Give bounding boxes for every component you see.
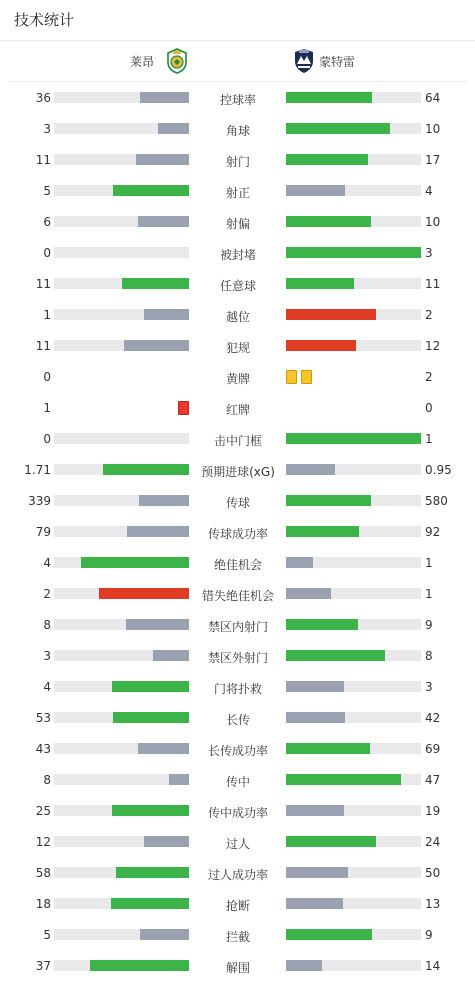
stat-label: 任意球 [219,279,256,293]
home-value: 5 [43,184,51,198]
stat-label: 预期进球(xG) [201,465,275,479]
home-bar-fill [103,464,189,475]
away-bar-fill [286,340,356,351]
away-value: 19 [425,804,441,818]
away-bar-fill [286,526,359,537]
away-value: 0.95 [425,463,452,477]
home-value: 11 [35,153,51,167]
away-bar-fill [286,929,372,940]
home-value: 8 [43,618,51,632]
title-bar [0,0,475,41]
home-bar-track [54,247,189,258]
away-bar-fill [286,495,371,506]
stat-label: 过人成功率 [207,868,268,882]
home-value: 1.71 [24,463,51,477]
home-bar-track [54,929,189,940]
home-bar-track [54,464,189,475]
stat-label: 红牌 [225,403,250,417]
away-value: 1 [425,587,433,601]
home-bar-track [54,340,189,351]
home-bar-track [54,712,189,723]
stat-label: 传球 [225,496,250,510]
home-bar-fill [136,154,189,165]
home-bar-track [54,836,189,847]
home-value: 1 [43,308,51,322]
stat-row [0,300,475,331]
away-bar-fill [286,154,368,165]
home-value: 2 [43,587,51,601]
away-bar-track [286,960,421,971]
away-bar-track [286,929,421,940]
away-bar-track [286,464,421,475]
home-bar-track [54,619,189,630]
stat-row [0,858,475,889]
away-bar-track [286,898,421,909]
stat-row [0,393,475,424]
stat-row [0,238,475,269]
away-bar-track [286,495,421,506]
home-bar-track [54,774,189,785]
stat-label: 控球率 [219,93,256,107]
home-bar-fill [140,92,189,103]
home-bar-track [54,681,189,692]
away-value: 24 [425,835,441,849]
stat-row [0,455,475,486]
away-value: 1 [425,432,433,446]
home-bar-fill [99,588,189,599]
leon-crest-icon [166,48,188,74]
home-bar-track [54,92,189,103]
away-bar-track [286,526,421,537]
stat-row [0,207,475,238]
stat-row [0,424,475,455]
away-bar-fill [286,867,348,878]
home-bar-track [54,495,189,506]
home-bar-fill [127,526,189,537]
stat-row [0,176,475,207]
home-value: 6 [43,215,51,229]
away-bar-track [286,92,421,103]
home-value: 79 [35,525,51,539]
away-bar-fill [286,92,372,103]
away-bar-track [286,216,421,227]
away-value: 3 [425,246,433,260]
away-value: 9 [425,618,433,632]
stat-label: 犯规 [225,341,250,355]
home-bar-fill [113,712,189,723]
home-bar-fill [144,836,189,847]
stat-label: 过人 [225,837,250,851]
home-bar-fill [158,123,189,134]
home-value: 0 [43,432,51,446]
stat-row [0,765,475,796]
home-bar-fill [153,650,189,661]
stat-row [0,672,475,703]
home-value: 18 [35,897,51,911]
stat-row [0,889,475,920]
home-value: 0 [43,246,51,260]
away-bar-fill [286,433,421,444]
away-value: 47 [425,773,441,787]
away-bar-fill [286,185,345,196]
stat-label: 门将扑救 [213,682,262,696]
away-value: 3 [425,680,433,694]
home-bar-track [54,743,189,754]
home-value: 53 [35,711,51,725]
away-bar-fill [286,216,371,227]
away-bar-track [286,557,421,568]
away-bar-fill [286,464,335,475]
home-bar-track [54,867,189,878]
away-bar-track [286,340,421,351]
home-bar-track [54,557,189,568]
home-bar-fill [111,898,189,909]
home-bar-track [54,960,189,971]
home-value: 3 [43,122,51,136]
yellow-card-icon [286,370,297,384]
away-bar-track [286,650,421,661]
home-bar-fill [116,867,189,878]
stat-label: 解围 [225,961,250,975]
stat-label: 禁区外射门 [207,651,268,665]
away-bar-fill [286,588,331,599]
away-value: 42 [425,711,441,725]
away-bar-track [286,836,421,847]
away-bar-fill [286,619,358,630]
stat-row [0,517,475,548]
away-value: 2 [425,308,433,322]
home-bar-fill [169,774,189,785]
home-value: 0 [43,370,51,384]
away-value: 14 [425,959,441,973]
away-bar-track [286,619,421,630]
away-value: 17 [425,153,441,167]
home-value: 37 [35,959,51,973]
red-card-icon [178,401,189,415]
away-value: 0 [425,401,433,415]
home-value: 1 [43,401,51,415]
home-value: 58 [35,866,51,880]
away-value: 11 [425,277,441,291]
away-bar-track [286,247,421,258]
home-value: 36 [35,91,51,105]
stat-label: 射偏 [225,217,250,231]
home-bar-track [54,154,189,165]
away-bar-track [286,805,421,816]
away-value: 69 [425,742,441,756]
home-value: 25 [35,804,51,818]
away-bar-fill [286,650,385,661]
stat-row [0,827,475,858]
home-bar-track [54,588,189,599]
stat-label: 错失绝佳机会 [201,589,274,603]
stat-row [0,579,475,610]
away-bar-track [286,309,421,320]
away-bar-fill [286,960,322,971]
home-bar-fill [122,278,190,289]
home-bar-track [54,216,189,227]
stat-label: 越位 [225,310,250,324]
stat-label: 拦截 [225,930,250,944]
home-bar-fill [138,743,189,754]
away-bar-fill [286,805,344,816]
away-value: 10 [425,122,441,136]
home-bar-fill [112,805,189,816]
away-value: 10 [425,215,441,229]
away-value: 12 [425,339,441,353]
away-bar-fill [286,898,343,909]
home-bar-fill [124,340,189,351]
home-value: 11 [35,339,51,353]
stat-row [0,548,475,579]
stat-row [0,145,475,176]
stat-label: 传中 [225,775,250,789]
stat-label: 长传 [225,713,250,727]
away-bar-fill [286,774,401,785]
away-value: 92 [425,525,441,539]
home-value: 8 [43,773,51,787]
home-bar-track [54,650,189,661]
stat-row [0,610,475,641]
home-bar-fill [112,681,189,692]
stat-row [0,703,475,734]
stat-row [0,734,475,765]
home-bar-track [54,278,189,289]
stat-row [0,641,475,672]
stat-label: 绝佳机会 [213,558,262,572]
home-value: 11 [35,277,51,291]
away-team-name: 蒙特雷 [319,55,356,69]
away-bar-fill [286,278,354,289]
stat-label: 射门 [225,155,250,169]
away-bar-track [286,123,421,134]
away-bar-fill [286,681,344,692]
away-bar-track [286,743,421,754]
away-bar-fill [286,712,345,723]
home-bar-track [54,309,189,320]
away-value: 4 [425,184,433,198]
home-value: 5 [43,928,51,942]
stat-row [0,114,475,145]
home-bar-track [54,433,189,444]
stat-row [0,920,475,951]
away-value: 50 [425,866,441,880]
stat-row [0,331,475,362]
home-value: 339 [28,494,51,508]
home-bar-track [54,898,189,909]
stat-label: 击中门框 [213,434,262,448]
away-bar-fill [286,247,421,258]
away-value: 2 [425,370,433,384]
home-value: 4 [43,680,51,694]
home-bar-track [54,185,189,196]
stat-row [0,362,475,393]
stat-label: 长传成功率 [207,744,268,758]
home-bar-fill [138,216,189,227]
stat-row [0,951,475,982]
home-value: 4 [43,556,51,570]
away-value: 13 [425,897,441,911]
away-value: 9 [425,928,433,942]
stat-label: 传球成功率 [207,527,268,541]
away-value: 1 [425,556,433,570]
away-bar-fill [286,836,376,847]
away-bar-fill [286,557,313,568]
page-title: 技术统计 [14,11,75,29]
team-header [8,41,467,82]
away-value: 8 [425,649,433,663]
home-value: 3 [43,649,51,663]
away-bar-track [286,774,421,785]
stat-row [0,83,475,114]
home-bar-track [54,805,189,816]
home-bar-track [54,526,189,537]
home-bar-fill [113,185,189,196]
away-bar-track [286,867,421,878]
away-bar-track [286,712,421,723]
home-bar-fill [139,495,189,506]
home-bar-fill [140,929,189,940]
away-bar-track [286,433,421,444]
stat-label: 角球 [225,124,250,138]
away-bar-fill [286,743,370,754]
stat-row [0,486,475,517]
stat-label: 被封堵 [219,248,256,262]
away-bar-track [286,154,421,165]
monterrey-crest-icon [294,48,314,74]
home-value: 12 [35,835,51,849]
away-bar-track [286,278,421,289]
stat-label: 传中成功率 [207,806,268,820]
away-bar-fill [286,123,390,134]
away-bar-track [286,681,421,692]
home-bar-fill [90,960,189,971]
stat-row [0,269,475,300]
away-value: 64 [425,91,441,105]
away-value: 580 [425,494,448,508]
home-team-name: 莱昂 [129,55,154,69]
away-bar-fill [286,309,376,320]
stat-label: 禁区内射门 [207,620,268,634]
stat-label: 黄牌 [225,372,250,386]
stat-label: 抢断 [225,899,250,913]
home-bar-track [54,123,189,134]
home-bar-fill [81,557,189,568]
home-bar-fill [126,619,189,630]
stat-row [0,796,475,827]
stat-label: 射正 [225,186,250,200]
away-bar-track [286,588,421,599]
home-value: 43 [35,742,51,756]
home-bar-fill [144,309,189,320]
yellow-card-icon [301,370,312,384]
away-bar-track [286,185,421,196]
